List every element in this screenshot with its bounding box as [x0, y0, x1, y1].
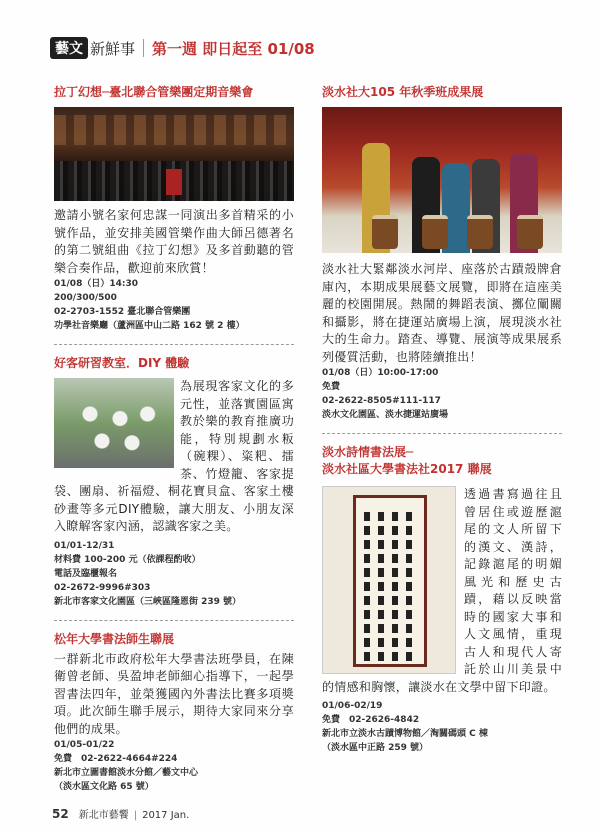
hakka-info — [54, 539, 294, 609]
issue-date: 2017 Jan. — [142, 810, 190, 821]
divider — [54, 344, 294, 345]
page-footer — [52, 806, 189, 821]
section-tag: 藝文 — [50, 37, 88, 59]
poem-address: （淡水區中正路 259 號） — [322, 743, 429, 753]
hakka-photo — [54, 378, 174, 468]
poem-title-line1: 淡水詩情書法展─ — [322, 445, 414, 459]
calligraphy-address: （淡水區文化路 65 號） — [54, 782, 154, 792]
calligraphy-scroll-photo — [322, 486, 456, 674]
section-subtitle: 新鮮事 — [90, 39, 136, 58]
poem-info — [322, 699, 562, 755]
tamsui-venue: 淡水文化園區、淡水捷運站廣場 — [322, 410, 449, 420]
hakka-date: 01/01-12/31 — [54, 540, 115, 551]
concert-description: 邀請小號名家何忠謀一同演出多首精采的小號作品，並安排美國管樂作曲大師呂德著名的第二號組曲《拉丁幻想》及多首動聽的管樂合奏作品，歡迎前來欣賞！ — [54, 208, 294, 275]
concert-venue: 功學社音樂廳（蘆洲區中山二路 162 號 2 樓） — [54, 321, 245, 331]
hakka-phone: 02-2672-9996#303 — [54, 582, 151, 593]
header-divider — [143, 39, 144, 57]
poem-description: 透過書寫過往且曾居住或遊歷滬尾的文人所留下的漢文、漢詩，記錄滬尾的明媚風光和歷史古蹟，藉以反映當時的國家大事和人文風情，重現古人和現代人寄託於山川美景中的情感和胸懷，讓淡水在文學中留下印證。 — [322, 487, 562, 694]
divider — [322, 433, 562, 434]
page-number: 52 — [52, 807, 69, 821]
calligraphy-date: 01/05-01/22 — [54, 740, 115, 750]
concert-photo — [54, 107, 294, 201]
hakka-title: 好客研習教室．DIY 體驗 — [54, 356, 190, 370]
poem-title-line2: 淡水社區大學書法社2017 聯展 — [322, 462, 492, 476]
hakka-venue: 新北市客家文化園區（三峽區隆恩街 239 號） — [54, 596, 242, 607]
calligraphy-article — [54, 631, 294, 795]
concert-phone: 02-2703-1552 臺北聯合管樂團 — [54, 307, 191, 317]
poem-phone: 免費 02-2626-4842 — [322, 715, 420, 725]
calligraphy-description: 一群新北市政府松年大學書法班學員，在陳衛曾老師、吳盈坤老師細心指導下，一起學習書法四年，並榮獲國內外書法比賽多項獎項。此次師生聯手展示，期待大家同來分享他們的成果。 — [54, 651, 294, 736]
tamsui-info — [322, 366, 562, 422]
concert-price: 200/300/500 — [54, 293, 117, 303]
calligraphy-phone: 免費 02-2622-4664#224 — [54, 754, 178, 764]
poem-article — [322, 444, 562, 755]
tamsui-date: 01/08（日）10:00-17:00 — [322, 368, 439, 378]
left-column — [54, 84, 294, 794]
section-header — [50, 36, 315, 60]
tamsui-fee: 免費 — [322, 382, 341, 392]
poem-date: 01/06-02/19 — [322, 701, 383, 711]
tamsui-phone: 02-2622-8505#111-117 — [322, 396, 441, 406]
calligraphy-info — [54, 738, 294, 794]
right-column — [322, 84, 562, 755]
concert-info — [54, 277, 294, 333]
concert-article — [54, 84, 294, 333]
tamsui-article — [322, 84, 562, 422]
tamsui-title: 淡水社大105 年秋季班成果展 — [322, 85, 484, 99]
hakka-description: 為展現客家文化的多元性，並落實園區寓教於樂的教育推廣功能，特別規劃水粄（碗粿）、粢粑、擂茶、竹燈籠、客家提袋、團扇、祈福燈、桐花寶貝盒、客家土樓砂畫等多元DIY體驗，讓大朋友、小朋友深入瞭解客家內涵，認識客家之美。 — [54, 379, 294, 533]
hakka-fee: 材料費 100-200 元（依課程酌收） — [54, 554, 201, 565]
hakka-signup: 電話及臨櫃報名 — [54, 568, 118, 579]
hakka-article — [54, 355, 294, 609]
drum-performance-photo — [322, 107, 562, 253]
footer-separator: | — [133, 810, 138, 821]
magazine-name: 新北市藝饗 — [78, 810, 129, 821]
calligraphy-venue: 新北市立圖書館淡水分館／藝文中心 — [54, 768, 199, 778]
concert-title: 拉丁幻想─臺北聯合管樂團定期音樂會 — [54, 85, 254, 99]
calligraphy-title: 松年大學書法師生聯展 — [54, 631, 175, 646]
poem-venue: 新北市立淡水古蹟博物館／淘關碼頭 C 棟 — [322, 729, 488, 739]
tamsui-description: 淡水社大緊鄰淡水河岸、座落於古蹟殼牌倉庫內，本期成果展藝文展覽，即將在這座美麗的校園開展。熱鬧的舞蹈表演、擲位闡關和攝影，將在捷運站廣場上演，展現淡水社大的生命力。踏查、導覽、展演等成果展系列優質活動，也將陸續推出！ — [322, 262, 562, 364]
divider — [54, 620, 294, 621]
week-label: 第一週 即日起至 01/08 — [152, 39, 315, 58]
concert-date: 01/08（日）14:30 — [54, 279, 138, 289]
